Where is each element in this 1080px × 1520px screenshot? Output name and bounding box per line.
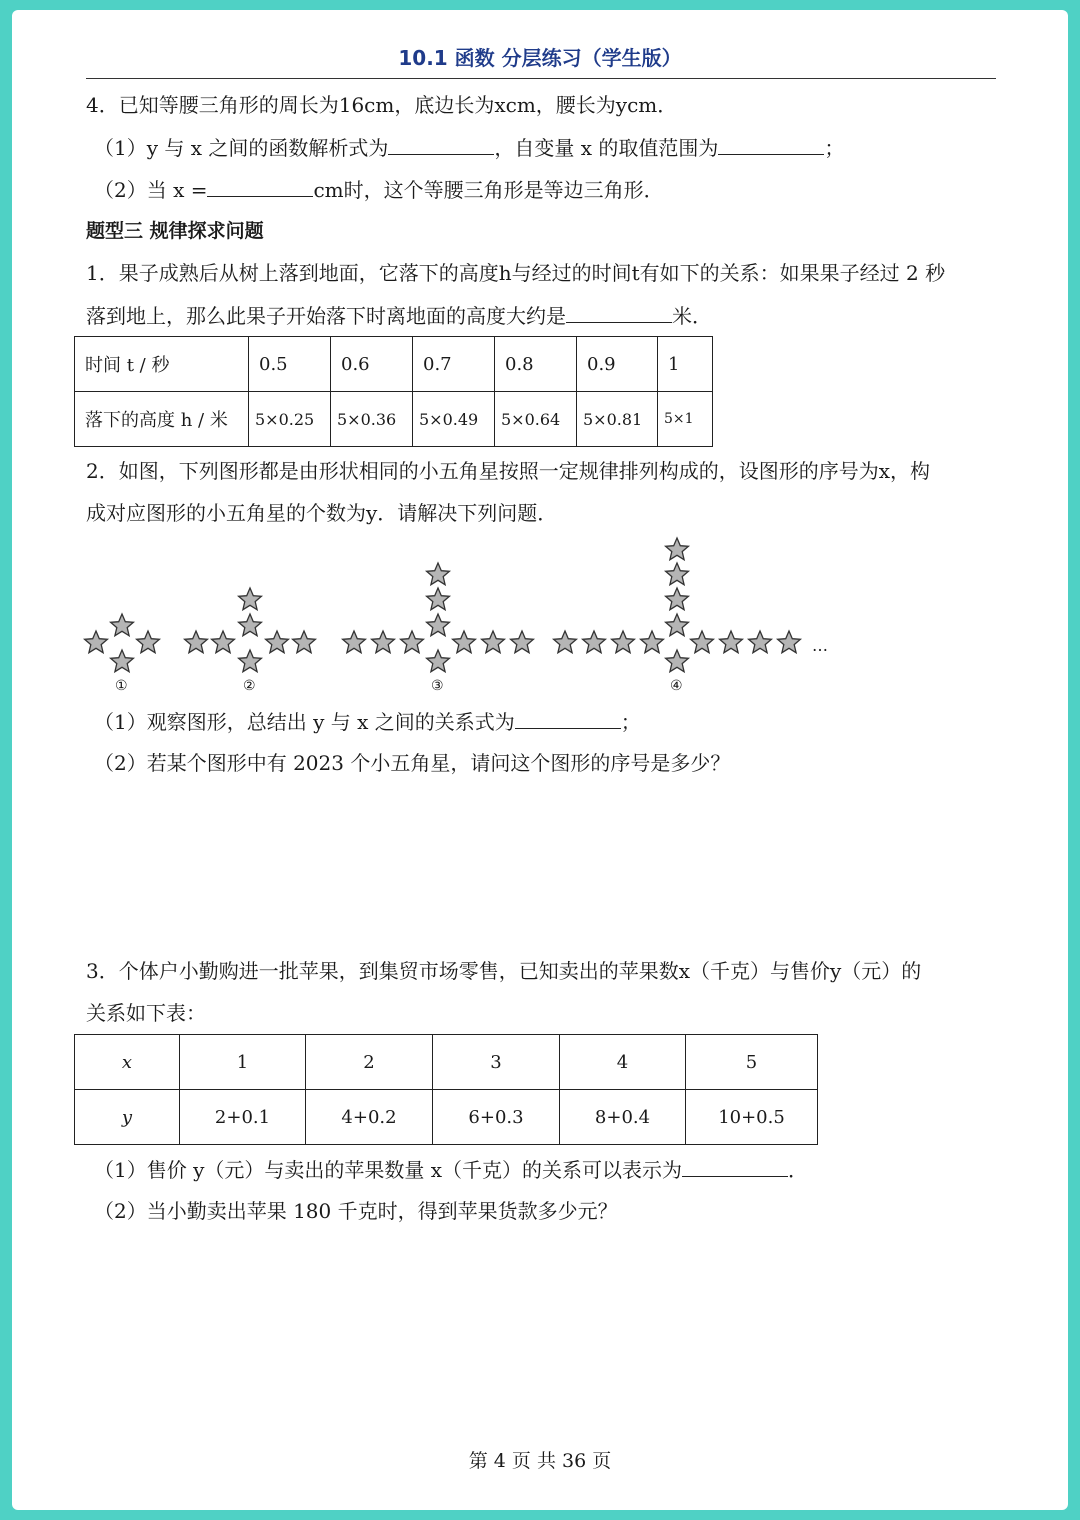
s3q3-answer-blank[interactable] <box>682 1156 788 1177</box>
figure-3-stars <box>343 563 534 672</box>
table-cell: 5×1 <box>658 392 713 447</box>
table-header-cell: y <box>75 1090 180 1145</box>
s3q3-part1-text-a: （1）售价 y（元）与卖出的苹果数量 x（千克）的关系可以表示为 <box>94 1158 683 1182</box>
figure-ellipsis: … <box>812 636 828 655</box>
star-icon <box>691 631 714 653</box>
star-icon <box>293 631 316 653</box>
table-header-cell: 落下的高度 h / 米 <box>75 392 249 447</box>
figure-label-4: ④ <box>670 678 683 694</box>
q4-part1 <box>94 134 844 161</box>
star-icon <box>778 631 801 653</box>
section-heading: 题型三 规律探求问题 <box>86 220 264 242</box>
s3q1-line2-text-b: 米． <box>672 304 712 328</box>
table-cell: 5×0.64 <box>495 392 577 447</box>
star-icon <box>427 588 450 610</box>
figure-1-stars <box>85 614 160 672</box>
s3q3-part1-text-b: ． <box>788 1158 809 1182</box>
star-icon <box>482 631 505 653</box>
star-icon <box>554 631 577 653</box>
star-icon <box>583 631 606 653</box>
s3q1-line1: 1．果子成熟后从树上落到地面，它落下的高度h与经过的时间t有如下的关系：如果果子经过 2 秒 <box>86 261 946 285</box>
table-cell: 0.8 <box>495 337 577 392</box>
figure-2-stars <box>185 588 316 672</box>
page-number: 第 4 页 共 36 页 <box>468 1450 612 1472</box>
table-cell: 5×0.25 <box>249 392 331 447</box>
star-icon <box>427 614 450 636</box>
q4-part1-text-b: ，自变量 x 的取值范围为 <box>494 136 719 160</box>
table-cell: 10+0.5 <box>686 1090 818 1145</box>
table-cell: 5×0.49 <box>413 392 495 447</box>
star-icon <box>612 631 635 653</box>
s3q1-line2 <box>86 302 712 329</box>
star-icon <box>749 631 772 653</box>
table-cell: 5×0.81 <box>577 392 658 447</box>
star-icon <box>111 650 134 672</box>
s3q3-line2: 关系如下表： <box>86 1001 206 1025</box>
table-header-cell: x <box>75 1035 180 1090</box>
s3q2-part1-text-b: ； <box>620 710 641 734</box>
q4-answer-blank-3[interactable] <box>207 176 313 197</box>
q4-part1-text-c: ； <box>824 136 845 160</box>
q4-part2-text-a: （2）当 x = <box>94 178 208 202</box>
q4-part1-text-a: （1）y 与 x 之间的函数解析式为 <box>94 136 389 160</box>
s3q3-part1 <box>94 1156 808 1183</box>
star-icon <box>185 631 208 653</box>
star-icon <box>511 631 534 653</box>
s3q2-line1: 2．如图，下列图形都是由形状相同的小五角星按照一定规律排列构成的，设图形的序号为x，构 <box>86 459 931 483</box>
s3q2-part1-text-a: （1）观察图形，总结出 y 与 x 之间的关系式为 <box>94 710 515 734</box>
q4-answer-blank-2[interactable] <box>718 134 824 155</box>
s3q3-part2: （2）当小勤卖出苹果 180 千克时，得到苹果货款多少元？ <box>94 1199 618 1223</box>
table-cell: 6+0.3 <box>433 1090 560 1145</box>
table-cell: 2 <box>306 1035 433 1090</box>
table-row <box>75 1035 818 1090</box>
figure-label-1: ① <box>115 678 128 694</box>
star-icon <box>453 631 476 653</box>
s3q1-answer-blank[interactable] <box>566 302 672 323</box>
table-cell: 1 <box>180 1035 306 1090</box>
star-icon <box>427 650 450 672</box>
star-icon <box>239 588 262 610</box>
table-row <box>75 337 713 392</box>
table-cell: 0.5 <box>249 337 331 392</box>
table-cell: 5 <box>686 1035 818 1090</box>
star-icon <box>401 631 424 653</box>
table-cell: 3 <box>433 1035 560 1090</box>
star-icon <box>239 650 262 672</box>
star-icon <box>666 563 689 585</box>
q4-stem: 4．已知等腰三角形的周长为16cm，底边长为xcm，腰长为ycm． <box>86 93 678 117</box>
table-cell: 0.9 <box>577 337 658 392</box>
table-cell: 0.7 <box>413 337 495 392</box>
star-icon <box>212 631 235 653</box>
table-header-cell: 时间 t / 秒 <box>75 337 249 392</box>
s3q3-line1: 3．个体户小勤购进一批苹果，到集贸市场零售，已知卖出的苹果数x（千克）与售价y（元）的 <box>86 959 922 983</box>
table-cell: 4 <box>560 1035 686 1090</box>
apple-price-table <box>74 1034 818 1145</box>
star-icon <box>85 631 108 653</box>
star-icon <box>666 538 689 560</box>
star-icon <box>343 631 366 653</box>
star-icon <box>239 614 262 636</box>
star-icon <box>372 631 395 653</box>
header-divider <box>86 78 996 79</box>
q4-part2 <box>94 176 664 203</box>
page-title: 10.1 函数 分层练习（学生版） <box>398 46 682 70</box>
table-cell: 2+0.1 <box>180 1090 306 1145</box>
s3q2-line2: 成对应图形的小五角星的个数为y．请解决下列问题． <box>86 501 558 525</box>
table-cell: 5×0.36 <box>331 392 413 447</box>
star-icon <box>641 631 664 653</box>
fall-height-table <box>74 336 713 447</box>
table-cell: 8+0.4 <box>560 1090 686 1145</box>
figure-label-3: ③ <box>431 678 444 694</box>
table-row <box>75 1090 818 1145</box>
s3q1-line2-text-a: 落到地上，那么此果子开始落下时离地面的高度大约是 <box>86 304 566 328</box>
figure-label-2: ② <box>243 678 256 694</box>
s3q2-part1 <box>94 708 641 735</box>
s3q2-part2: （2）若某个图形中有 2023 个小五角星，请问这个图形的序号是多少？ <box>94 751 731 775</box>
table-cell: 1 <box>658 337 713 392</box>
star-icon <box>720 631 743 653</box>
table-cell: 4+0.2 <box>306 1090 433 1145</box>
star-icon <box>666 614 689 636</box>
figure-4-stars <box>554 538 801 672</box>
star-icon <box>266 631 289 653</box>
star-icon <box>427 563 450 585</box>
star-icon <box>666 650 689 672</box>
worksheet-page <box>12 10 1068 1510</box>
q4-answer-blank-1[interactable] <box>388 134 494 155</box>
table-row <box>75 392 713 447</box>
star-icon <box>137 631 160 653</box>
q4-part2-text-b: cm时，这个等腰三角形是等边三角形． <box>313 178 664 202</box>
star-icon <box>666 588 689 610</box>
s3q2-answer-blank[interactable] <box>515 708 621 729</box>
table-cell: 0.6 <box>331 337 413 392</box>
star-icon <box>111 614 134 636</box>
